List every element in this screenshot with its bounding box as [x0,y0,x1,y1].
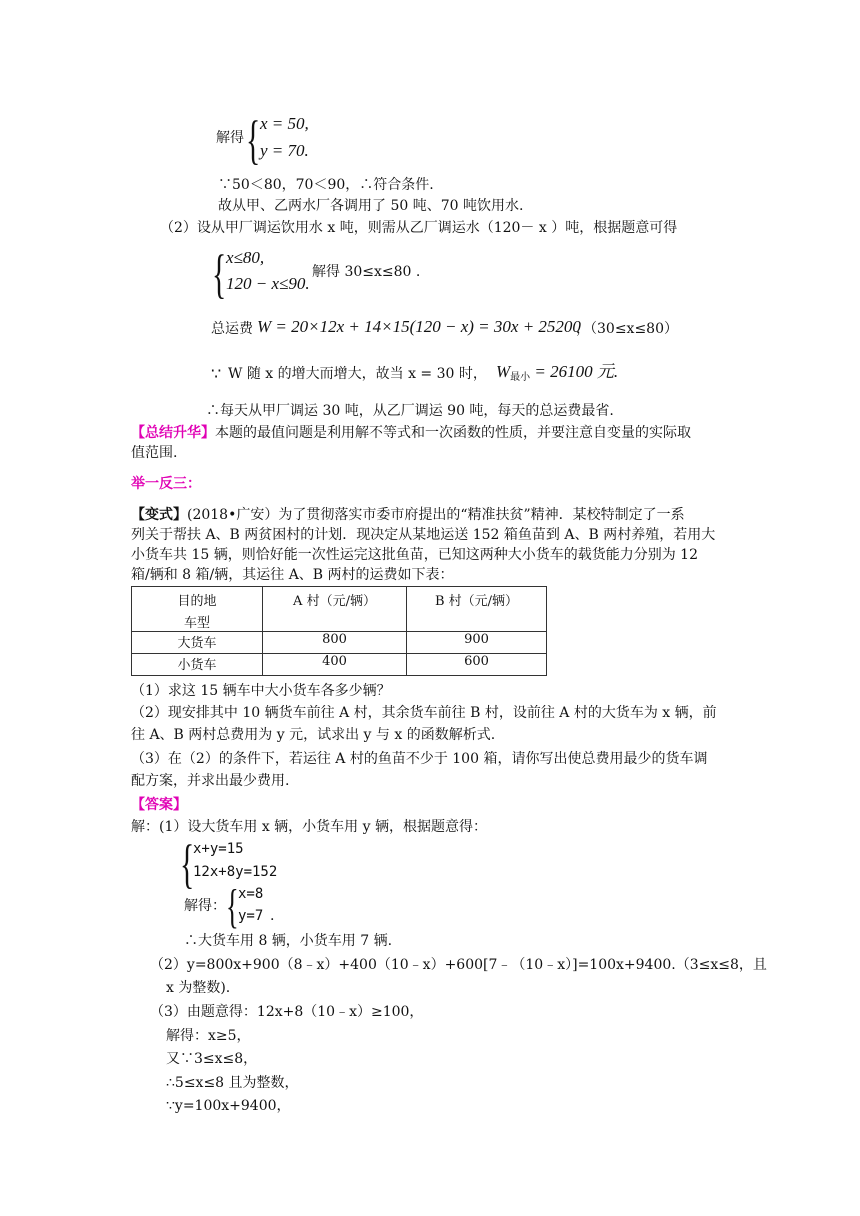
header-destination: 目的地 [177,594,217,609]
answer-eq-2: 12x+8y=152 [193,864,278,880]
w-min-subscript: 最小 [510,372,531,383]
w-min-value: = 26100 元. [530,362,619,381]
answer-sol-y: y=7 [238,908,264,924]
header-col-a: A 村（元/辆） [263,587,407,632]
system-brace: { [246,110,261,170]
inequality-solution: 解得 30≤x≤80 . [312,264,421,280]
increase-line: W 随 x 的增大而增大，故当 x = 30 时， [228,366,487,382]
conclusion-line: 故从甲、乙两水厂各调用了 50 吨、70 吨饮用水. [218,198,524,214]
table-row [132,654,547,676]
summary-line-2: 值范围. [131,445,178,461]
variant-line-3: 小货车共 15 辆，则恰好能一次性运完这批鱼苗，已知这两种大小货车的载货能力分别为 12 [131,547,698,563]
question-1: （1）求这 15 辆车中大小货车各多少辆？ [131,683,391,699]
check-line: ∵50＜80，70＜90，∴符合条件. [218,177,434,193]
summary-line-1 [131,423,691,443]
answer-3a: （3）由题意得：12x+8（10﹣x）≥100， [150,1004,424,1020]
part2-intro: （2）设从甲厂调运饮用水 x 吨，则需从乙厂调运水（120－ x ）吨，根据题意可得 [160,220,678,236]
solution-x: x = 50, [260,114,309,133]
variant-line-2: 列关于帮扶 A、B 两贫困村的计划．现决定从某地运送 152 箱鱼苗到 A、B 两村养殖，若用大 [131,527,716,543]
inequality-1: x≤80, [226,248,265,267]
increase-because: ∵ [211,364,222,383]
final-answer: ∴每天从甲厂调运 30 吨，从乙厂调运 90 吨，每天的总运费最省. [206,403,614,419]
row-type: 小货车 [132,654,263,676]
row-a: 800 [263,632,407,654]
row-type: 大货车 [132,632,263,654]
answer-sol-x: x=8 [238,886,264,902]
w-min-symbol: W [496,362,511,381]
row-b: 600 [407,654,547,676]
answer-eq-1: x+y=15 [193,841,244,857]
answer-2a: （2）y=800x+900（8﹣x）+400（10﹣x）+600[7﹣（10﹣x）]=100x+9400.（3≤x≤8，且 [150,957,767,973]
variant-line-1 [131,505,685,525]
answer-solve-label: 解得： [184,898,226,914]
inequality-brace: { [212,244,227,304]
answer-3b: 解得：x≥5， [166,1028,251,1044]
solution-y: y = 70. [260,141,309,160]
cost-range: ，（30≤x≤80） [576,321,678,337]
question-3a: （3）在（2）的条件下，若运往 A 村的鱼苗不少于 100 箱，请你写出使总费用最少的货车调 [131,751,708,767]
answer-system-brace: { [180,834,195,894]
row-b: 900 [407,632,547,654]
variant-line-4: 箱/辆和 8 箱/辆，其运往 A、B 两村的运费如下表： [131,567,454,583]
header-col-b: B 村（元/辆） [407,587,547,632]
cost-expression: W = 20×12x + 14×15(120 − x) = 30x + 25200 [257,317,581,336]
table-header-corner [132,587,263,632]
question-2b: 往 A、B 两村总费用为 y 元，试求出 y 与 x 的函数解析式. [131,727,496,743]
answer-1: 解：(1）设大货车用 x 辆，小货车用 y 辆，根据题意得： [131,819,487,835]
answer-2b: x 为整数). [166,980,231,996]
answer-sol-period: . [270,908,275,924]
summary-text-1: 本题的最值问题是利用解不等式和一次函数的性质，并要注意自变量的实际取 [215,425,691,441]
answer-label: 【答案】 [131,797,187,813]
answer-3d: ∴5≤x≤8 且为整数， [166,1075,299,1091]
answer-solution-brace: { [226,880,239,933]
answer-1-conclusion: ∴大货车用 8 辆，小货车用 7 辆. [184,933,393,949]
answer-3c: 又∵3≤x≤8， [166,1051,258,1067]
answer-3e: ∵y=100x+9400， [166,1098,291,1114]
cost-label: 总运费 [211,321,253,337]
row-a: 400 [263,654,407,676]
juyi-heading: 举一反三： [131,476,201,492]
solve-label: 解得 [216,130,244,146]
table-row [132,632,547,654]
variant-label: 【变式】 [131,507,187,523]
variant-text-1: (2018•广安）为了贯彻落实市委市府提出的“精准扶贫”精神．某校特制定了一系 [187,507,685,523]
summary-label: 【总结升华】 [131,425,215,441]
question-2a: （2）现安排其中 10 辆货车前往 A 村，其余货车前往 B 村，设前往 A 村的大货车为 x 辆，前 [131,705,717,721]
header-vehicle-type: 车型 [183,616,210,631]
question-3b: 配方案，并求出最少费用. [131,773,290,789]
w-min [496,362,618,388]
table-header-row [132,587,547,632]
freight-table [131,586,547,676]
inequality-2: 120 − x≤90. [226,274,310,293]
